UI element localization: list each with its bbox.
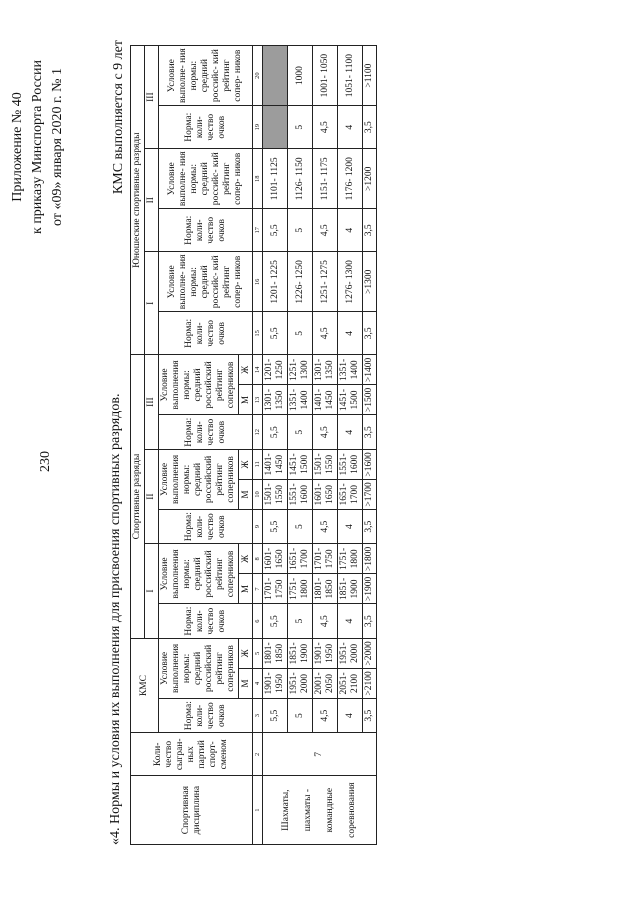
r3-points: 5: [288, 415, 313, 449]
kms-points: 3,5: [363, 698, 377, 732]
r2-points: 4,5: [313, 509, 338, 543]
discipline-text: соревнования: [347, 782, 357, 838]
kms-men-rating: 1901- 1950: [263, 668, 288, 698]
column-index: 7: [253, 574, 263, 604]
r1-men-rating: 1851- 1900: [338, 574, 363, 604]
header-discipline: Спортивная дисциплина: [131, 776, 253, 845]
discipline-text: шахматы -: [303, 789, 313, 832]
column-index: 4: [253, 668, 263, 698]
r1-men-rating: 1751- 1800: [288, 574, 313, 604]
r3-women-rating: 1351- 1400: [338, 355, 363, 385]
header-rank-3: III: [145, 355, 159, 450]
header-r1-norm: Норма: коли- чество очков: [159, 604, 253, 638]
header-y1-condition: Условие выполне- ния нормы: средний российс- кий рейтинг сопер- ников: [159, 252, 253, 312]
r3-men-rating: 1451- 1500: [338, 385, 363, 415]
r2-points: 4: [338, 509, 363, 543]
y1-points: 4,5: [313, 312, 338, 355]
kms-points: 4: [338, 698, 363, 732]
column-index: 3: [253, 698, 263, 732]
kms-points: 4,5: [313, 698, 338, 732]
header-r1-men: М: [239, 574, 253, 604]
y2-rating: >1200: [363, 149, 377, 209]
column-index: 13: [253, 385, 263, 415]
r2-men-rating: 1601- 1650: [313, 479, 338, 509]
r1-men-rating: 1801- 1850: [313, 574, 338, 604]
y3-points: 4,5: [313, 106, 338, 149]
header-kms-condition: Условие выполнения нормы: средний российский рейтинг соперников: [159, 638, 239, 698]
kms-women-rating: 1801- 1850: [263, 638, 288, 668]
y2-rating: 1101- 1125: [263, 149, 288, 209]
r3-points: 3,5: [363, 415, 377, 449]
y1-rating: 1276- 1300: [338, 252, 363, 312]
header-y3-norm: Норма: коли- чество очков: [159, 106, 253, 149]
header-r2-men: М: [239, 479, 253, 509]
header-r2-condition: Условие выполнения нормы: средний российский рейтинг соперников: [159, 449, 239, 509]
y2-points: 5: [288, 209, 313, 252]
annex-order: к приказу Минспорта России: [30, 60, 45, 234]
column-index-row: [253, 46, 263, 845]
table-row: [338, 46, 363, 845]
y2-rating: 1151- 1175: [313, 149, 338, 209]
header-y1-norm: Норма: коли- чество очков: [159, 312, 253, 355]
header-y3-condition: Условие выполне- ния нормы: средний российс- кий рейтинг сопер- ников: [159, 46, 253, 106]
r1-points: 5: [288, 604, 313, 638]
column-index: 14: [253, 355, 263, 385]
r3-men-rating: 1401- 1450: [313, 385, 338, 415]
kms-points: 5: [288, 698, 313, 732]
r3-women-rating: 1201- 1250: [263, 355, 288, 385]
header-youth-ranks: Юношеские спортивные разряды: [131, 46, 145, 355]
column-index: 9: [253, 509, 263, 543]
column-index: 10: [253, 479, 263, 509]
column-index: 8: [253, 544, 263, 574]
table-row: [263, 46, 288, 845]
header-youth-rank-3: III: [145, 46, 159, 149]
y2-points: 4: [338, 209, 363, 252]
r2-men-rating: 1651- 1700: [338, 479, 363, 509]
column-index: 1: [253, 776, 263, 845]
discipline-cell: [263, 776, 377, 845]
column-index: 17: [253, 209, 263, 252]
r1-men-rating: >1900: [363, 574, 377, 604]
y3-rating: >1100: [363, 46, 377, 106]
y2-points: 4,5: [313, 209, 338, 252]
y1-points: 5: [288, 312, 313, 355]
header-r2-norm: Норма: коли- чество очков: [159, 509, 253, 543]
column-index: 18: [253, 149, 263, 209]
r2-points: 5,5: [263, 509, 288, 543]
r3-points: 5,5: [263, 415, 288, 449]
r1-points: 5,5: [263, 604, 288, 638]
y1-points: 4: [338, 312, 363, 355]
y1-points: 5,5: [263, 312, 288, 355]
kms-women-rating: 1951- 2000: [338, 638, 363, 668]
r1-women-rating: >1800: [363, 544, 377, 574]
column-index: 15: [253, 312, 263, 355]
header-youth-rank-2: II: [145, 149, 159, 252]
y3-rating: 1051- 1100: [338, 46, 363, 106]
header-sport-ranks: Спортивные разряды: [131, 355, 145, 639]
header-y2-norm: Норма: коли- чество очков: [159, 209, 253, 252]
y2-rating: 1176- 1200: [338, 149, 363, 209]
header-r1-condition: Условие выполнения нормы: средний российский рейтинг соперников: [159, 544, 239, 604]
column-index: 6: [253, 604, 263, 638]
r2-men-rating: 1501- 1550: [263, 479, 288, 509]
header-row-1: [131, 46, 145, 845]
header-y2-condition: Условие выполне- ния нормы: средний российс- кий рейтинг сопер- ников: [159, 149, 253, 209]
y1-rating: 1226- 1250: [288, 252, 313, 312]
header-kms-women: Ж: [239, 638, 253, 668]
r3-men-rating: 1351- 1400: [288, 385, 313, 415]
header-r2-women: Ж: [239, 449, 253, 479]
annex-title: Приложение № 40: [10, 92, 25, 202]
y3-rating-shaded: [263, 46, 288, 106]
kms-women-rating: 1901- 1950: [313, 638, 338, 668]
section-title: «4. Нормы и условия их выполнения для присвоения спортивных разрядов.: [108, 393, 123, 845]
kms-points: 5,5: [263, 698, 288, 732]
norms-table: [130, 45, 377, 845]
header-rank-1: I: [145, 544, 159, 638]
kms-men-rating: 2051- 2100: [338, 668, 363, 698]
annex-header: [8, 60, 68, 234]
r1-points: 4,5: [313, 604, 338, 638]
r2-women-rating: 1551- 1600: [338, 449, 363, 479]
y1-rating: 1251- 1275: [313, 252, 338, 312]
r2-men-rating: 1551- 1600: [288, 479, 313, 509]
kms-women-rating: 1851- 1900: [288, 638, 313, 668]
r3-men-rating: >1500: [363, 385, 377, 415]
y2-rating: 1126- 1150: [288, 149, 313, 209]
discipline-text: командные: [325, 787, 335, 833]
column-index: 11: [253, 449, 263, 479]
r1-women-rating: 1701- 1750: [313, 544, 338, 574]
y3-points-shaded: [263, 106, 288, 149]
header-row-3: [159, 46, 239, 845]
r1-women-rating: 1751- 1800: [338, 544, 363, 574]
kms-men-rating: >2100: [363, 668, 377, 698]
y2-points: 3,5: [363, 209, 377, 252]
r1-women-rating: 1651- 1700: [288, 544, 313, 574]
r2-women-rating: 1451- 1500: [288, 449, 313, 479]
header-rank-2: II: [145, 449, 159, 543]
table-row: [363, 46, 377, 845]
y1-rating: 1201- 1225: [263, 252, 288, 312]
annex-date: от «09» января 2020 г. № 1: [50, 68, 65, 226]
column-index: 20: [253, 46, 263, 106]
header-kms: КМС: [131, 638, 159, 733]
y1-rating: >1300: [363, 252, 377, 312]
r3-women-rating: 1251- 1300: [288, 355, 313, 385]
y3-points: 3,5: [363, 106, 377, 149]
header-kms-men: М: [239, 668, 253, 698]
discipline-text: Шахматы,: [281, 789, 291, 831]
r1-points: 4: [338, 604, 363, 638]
r2-points: 5: [288, 509, 313, 543]
r1-women-rating: 1601- 1650: [263, 544, 288, 574]
column-index: 19: [253, 106, 263, 149]
r2-men-rating: >1700: [363, 479, 377, 509]
y2-points: 5,5: [263, 209, 288, 252]
r1-men-rating: 1701- 1750: [263, 574, 288, 604]
r3-points: 4,5: [313, 415, 338, 449]
kms-men-rating: 2001- 2050: [313, 668, 338, 698]
r3-women-rating: 1301- 1350: [313, 355, 338, 385]
header-games-count: Коли- чество сыгран- ных партий спорт- сменом: [131, 733, 253, 776]
header-r3-women: Ж: [239, 355, 253, 385]
header-r3-norm: Норма: коли- чество очков: [159, 415, 253, 449]
header-youth-rank-1: I: [145, 252, 159, 355]
y3-rating: 1000: [288, 46, 313, 106]
y3-points: 5: [288, 106, 313, 149]
r3-women-rating: >1400: [363, 355, 377, 385]
r2-women-rating: >1600: [363, 449, 377, 479]
kms-age-note: КМС выполняется с 9 лет: [111, 40, 126, 195]
header-r1-women: Ж: [239, 544, 253, 574]
table-row: [288, 46, 313, 845]
r2-women-rating: 1401- 1450: [263, 449, 288, 479]
r1-points: 3,5: [363, 604, 377, 638]
r3-men-rating: 1301- 1350: [263, 385, 288, 415]
y3-points: 4: [338, 106, 363, 149]
column-index: 5: [253, 638, 263, 668]
y3-rating: 1001- 1050: [313, 46, 338, 106]
header-r3-condition: Условие выполнения нормы: средний российский рейтинг соперников: [159, 355, 239, 415]
header-r3-men: М: [239, 385, 253, 415]
r2-women-rating: 1501- 1550: [313, 449, 338, 479]
table-row: [313, 46, 338, 845]
kms-women-rating: >2000: [363, 638, 377, 668]
column-index: 16: [253, 252, 263, 312]
page-number: 230: [38, 451, 53, 472]
column-index: 12: [253, 415, 263, 449]
kms-men-rating: 1951- 2000: [288, 668, 313, 698]
header-kms-norm: Норма: коли- чество очков: [159, 698, 253, 732]
r3-points: 4: [338, 415, 363, 449]
games-count-cell: 7: [263, 733, 377, 776]
y1-points: 3,5: [363, 312, 377, 355]
column-index: 2: [253, 733, 263, 776]
r2-points: 3,5: [363, 509, 377, 543]
